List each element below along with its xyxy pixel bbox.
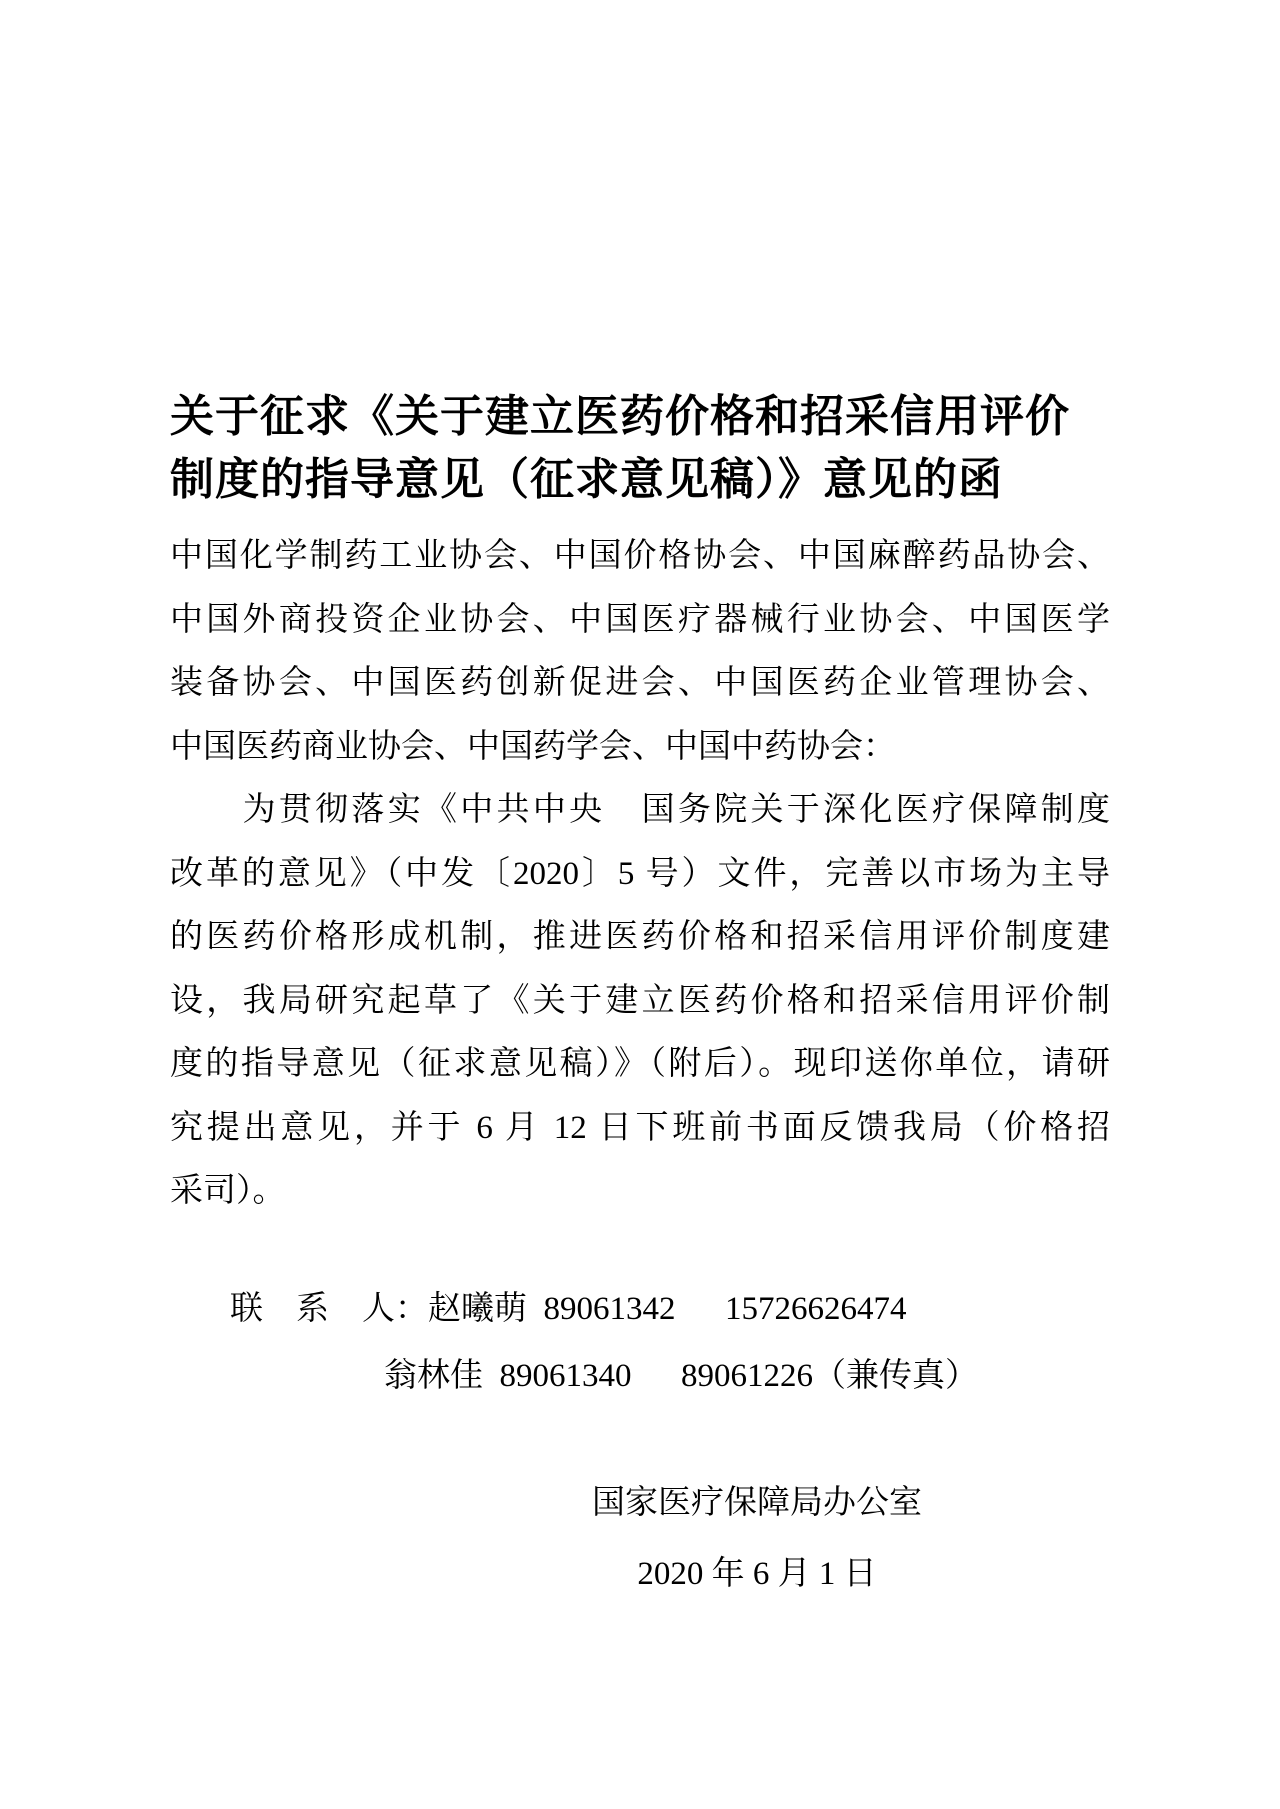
recipient-line: 装备协会、中国医药创新促进会、中国医药企业管理协会、	[170, 665, 1110, 701]
contact-line: 联 系 人：赵曦萌 89061342 15726626474	[230, 1290, 907, 1327]
issuing-office-signature: 国家医疗保障局办公室	[592, 1484, 922, 1521]
contact-block	[170, 1276, 1110, 1410]
contact-line: 翁林佳 89061340 89061226（兼传真）	[384, 1357, 978, 1394]
paragraph-line: 为贯彻落实《中共中央 国务院关于深化医疗保障制度	[242, 792, 1110, 828]
title-line: 关于征求《关于建立医药价格和招采信用评价	[170, 392, 1070, 441]
signoff-block	[592, 1472, 922, 1606]
document-body	[170, 525, 1110, 1606]
paragraph-line: 究提出意见，并于 6 月 12 日下班前书面反馈我局（价格招	[170, 1109, 1110, 1146]
document-title	[170, 385, 1110, 511]
recipient-line: 中国外商投资企业协会、中国医疗器械行业协会、中国医学	[170, 601, 1110, 638]
recipient-line: 中国化学制药工业协会、中国价格协会、中国麻醉药品协会、	[170, 538, 1110, 574]
paragraph-line: 设，我局研究起草了《关于建立医药价格和招采信用评价制	[170, 982, 1110, 1019]
title-line: 制度的指导意见（征求意见稿）》意见的函	[170, 455, 1003, 504]
document-date: 2020 年 6 月 1 日	[637, 1555, 877, 1592]
paragraph-line: 采司）。	[170, 1173, 286, 1209]
paragraph-line: 改革的意见》（中发〔2020〕5 号）文件，完善以市场为主导	[170, 855, 1110, 892]
paragraph-line: 度的指导意见（征求意见稿）》（附后）。现印送你单位，请研	[170, 1046, 1110, 1082]
paragraph-line: 的医药价格形成机制，推进医药价格和招采信用评价制度建	[170, 919, 1110, 955]
recipient-line: 中国医药商业协会、中国药学会、中国中药协会：	[170, 728, 896, 765]
